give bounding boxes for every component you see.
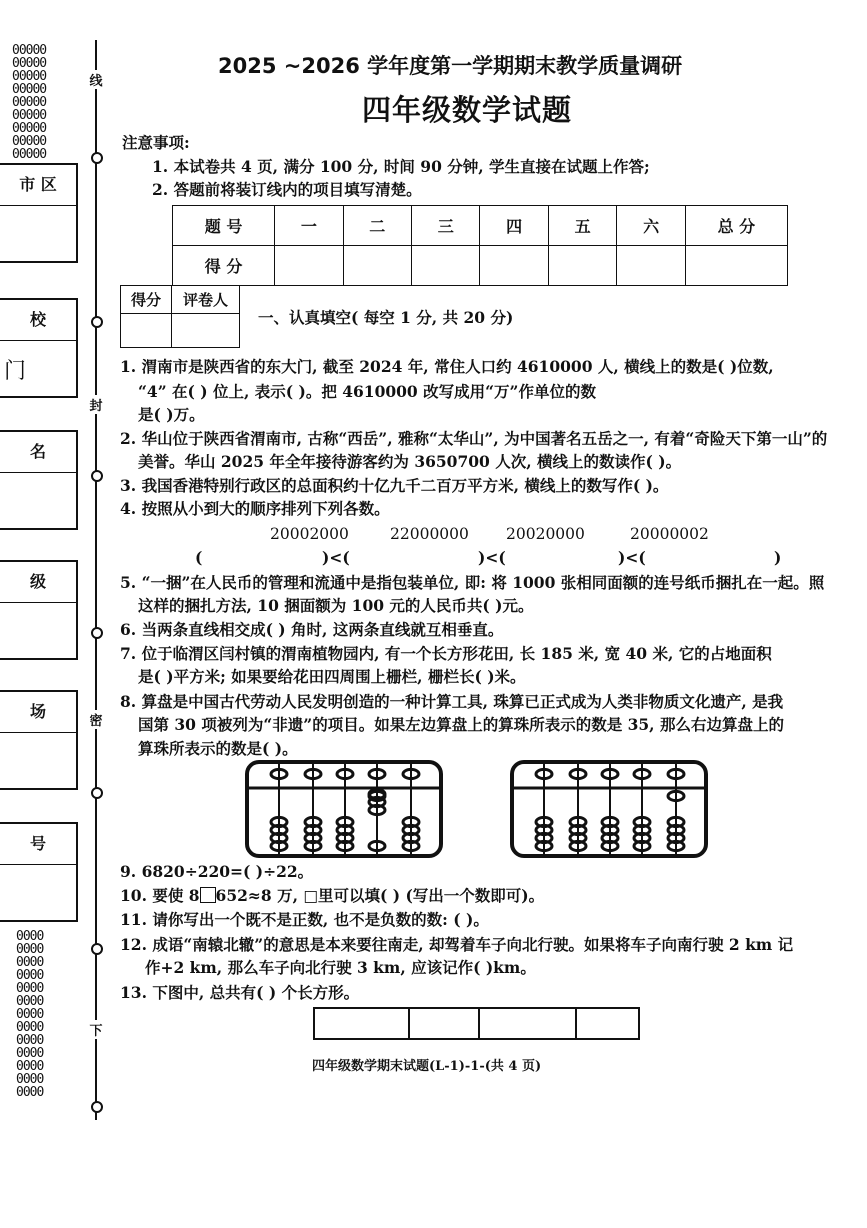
q9: 9. 6820÷220=( )÷22。 bbox=[120, 862, 314, 881]
abacus-left bbox=[245, 760, 443, 858]
grader-table bbox=[120, 285, 240, 348]
q8-line1: 8. 算盘是中国古代劳动人民发明创造的一种计算工具, 珠算已正式成为人类非物质文化遗产, 是我 bbox=[120, 692, 784, 711]
q1-line3: 是( )万。 bbox=[138, 405, 205, 424]
q2-line1: 2. 华山位于陕西省渭南市, 古称“西岳”, 雅称“太华山”, 为中国著名五岳之一, 有着“奇险天下第一山”的 bbox=[120, 429, 828, 448]
score-cell[interactable] bbox=[412, 246, 480, 286]
score-cell[interactable] bbox=[480, 246, 548, 286]
q5-line1: 5. “一捆”在人民币的管理和流通中是指包装单位, 即: 将 1000 张相同面额的连号纸币捆扎在一起。照 bbox=[120, 573, 825, 592]
q4-order-5: ) bbox=[774, 548, 782, 567]
q10-text-post: 652≈8 万, □里可以填( ) (写出一个数即可)。 bbox=[215, 886, 545, 905]
binding-ring bbox=[91, 1101, 103, 1113]
field-school-label: 校 bbox=[0, 300, 76, 341]
binding-label-feng: 封 bbox=[89, 395, 103, 414]
score-header-2: 二 bbox=[343, 206, 411, 246]
binding-line bbox=[95, 40, 97, 1120]
binding-ring bbox=[91, 316, 103, 328]
field-seat-number-label: 号 bbox=[0, 824, 76, 865]
score-header-question: 题 号 bbox=[173, 206, 275, 246]
q4: 4. 按照从小到大的顺序排列下列各数。 bbox=[120, 499, 390, 518]
abacus-right bbox=[510, 760, 708, 858]
score-cell[interactable] bbox=[548, 246, 616, 286]
q4-order-1: ( bbox=[195, 548, 203, 567]
score-row-label: 得 分 bbox=[173, 246, 275, 286]
q12-line2: 作+2 km, 那么车子向北行驶 3 km, 应该记作( )km。 bbox=[145, 958, 536, 977]
q10 bbox=[120, 886, 544, 906]
q4-order-4: )<( bbox=[618, 548, 646, 567]
score-header-total: 总 分 bbox=[685, 206, 787, 246]
score-header-4: 四 bbox=[480, 206, 548, 246]
section1-title: 一、认真填空( 每空 1 分, 共 20 分) bbox=[258, 308, 514, 327]
score-header-1: 一 bbox=[275, 206, 343, 246]
binding-label-xian: 线 bbox=[89, 70, 103, 89]
q4-number-4: 20000002 bbox=[630, 525, 709, 543]
binding-label-mi: 密 bbox=[89, 710, 103, 729]
q11: 11. 请你写出一个既不是正数, 也不是负数的数: ( )。 bbox=[120, 910, 489, 929]
field-name[interactable] bbox=[0, 430, 78, 530]
q8-line2: 国第 30 项被列为“非遗”的项目。如果左边算盘上的算珠所表示的数是 35, 那么右边算盘上的 bbox=[138, 715, 784, 734]
q10-text-pre: 10. 要使 8 bbox=[120, 886, 200, 905]
score-header-6: 六 bbox=[617, 206, 685, 246]
field-class-label: 级 bbox=[0, 562, 76, 603]
grader-score-cell[interactable] bbox=[121, 314, 172, 348]
field-district-label: 市 区 bbox=[0, 165, 76, 206]
field-school[interactable] bbox=[0, 298, 78, 398]
exam-title-line1: 2025 ~2026 学年度第一学期期末教学质量调研 bbox=[218, 54, 683, 78]
q4-number-1: 20002000 bbox=[270, 525, 349, 543]
binding-ring bbox=[91, 787, 103, 799]
q4-order-3: )<( bbox=[478, 548, 506, 567]
score-table bbox=[172, 205, 788, 286]
q7-line2: 是( )平方米; 如果要给花田四周围上栅栏, 栅栏长( )米。 bbox=[138, 667, 526, 686]
notes-item-2: 2. 答题前将装订线内的项目填写清楚。 bbox=[152, 180, 422, 199]
notes-item-1: 1. 本试卷共 4 页, 满分 100 分, 时间 90 分钟, 学生直接在试题上作答; bbox=[152, 157, 650, 176]
grader-name-cell[interactable] bbox=[172, 314, 240, 348]
q8-line3: 算珠所表示的数是( )。 bbox=[138, 739, 298, 758]
q3: 3. 我国香港特别行政区的总面积约十亿九千二百万平方米, 横线上的数写作( )。 bbox=[120, 476, 669, 495]
field-district[interactable] bbox=[0, 163, 78, 263]
q12-line1: 12. 成语“南辕北辙”的意思是本来要往南走, 却驾着车子向北行驶。如果将车子向南行驶 2 km 记 bbox=[120, 935, 794, 954]
q6: 6. 当两条直线相交成( ) 角时, 这两条直线就互相垂直。 bbox=[120, 620, 504, 639]
q1-line1: 1. 渭南市是陕西省的东大门, 截至 2024 年, 常住人口约 4610000 人, 横线上的数是( )位数, bbox=[120, 357, 774, 376]
binding-ring bbox=[91, 943, 103, 955]
q13: 13. 下图中, 总共有( ) 个长方形。 bbox=[120, 983, 360, 1002]
field-exam-room-label: 场 bbox=[0, 692, 76, 733]
binding-label-xia: 下 bbox=[89, 1020, 103, 1039]
q4-number-3: 20020000 bbox=[506, 525, 585, 543]
score-cell[interactable] bbox=[617, 246, 685, 286]
binding-dots-top: 00000 00000 00000 00000 00000 00000 00000 00000 00000 bbox=[12, 43, 47, 162]
notes-heading: 注意事项: bbox=[122, 133, 190, 152]
field-exam-room[interactable] bbox=[0, 690, 78, 790]
q2-line2: 美誉。华山 2025 年全年接待游客约为 3650700 人次, 横线上的数读作( )。 bbox=[138, 452, 682, 471]
exam-title-line2: 四年级数学试题 bbox=[362, 93, 573, 127]
score-header-3: 三 bbox=[412, 206, 480, 246]
q4-order-2: )<( bbox=[322, 548, 350, 567]
q4-number-2: 22000000 bbox=[390, 525, 469, 543]
binding-dots-bottom: 0000 0000 0000 0000 0000 0000 0000 0000 0000 0000 0000 0000 0000 bbox=[16, 929, 44, 1100]
score-cell[interactable] bbox=[275, 246, 343, 286]
score-header-5: 五 bbox=[548, 206, 616, 246]
handwritten-mark: 门 bbox=[4, 359, 27, 384]
rectangle-figure bbox=[312, 1006, 642, 1042]
binding-ring bbox=[91, 152, 103, 164]
grader-score-header: 得分 bbox=[121, 286, 172, 314]
field-class[interactable] bbox=[0, 560, 78, 660]
binding-ring bbox=[91, 470, 103, 482]
q10-blank-box[interactable] bbox=[200, 887, 216, 903]
q5-line2: 这样的捆扎方法, 10 捆面额为 100 元的人民币共( )元。 bbox=[138, 596, 534, 615]
field-name-label: 名 bbox=[0, 432, 76, 473]
binding-ring bbox=[91, 627, 103, 639]
score-cell[interactable] bbox=[343, 246, 411, 286]
field-seat-number[interactable] bbox=[0, 822, 78, 922]
q7-line1: 7. 位于临渭区闫村镇的渭南植物园内, 有一个长方形花田, 长 185 米, 宽 40 米, 它的占地面积 bbox=[120, 644, 772, 663]
grader-name-header: 评卷人 bbox=[172, 286, 240, 314]
score-cell[interactable] bbox=[685, 246, 787, 286]
page-footer: 四年级数学期末试题(L-1)-1-(共 4 页) bbox=[312, 1059, 542, 1074]
q1-line2: “4” 在( ) 位上, 表示( )。把 4610000 改写成用“万”作单位的数 bbox=[138, 382, 596, 401]
